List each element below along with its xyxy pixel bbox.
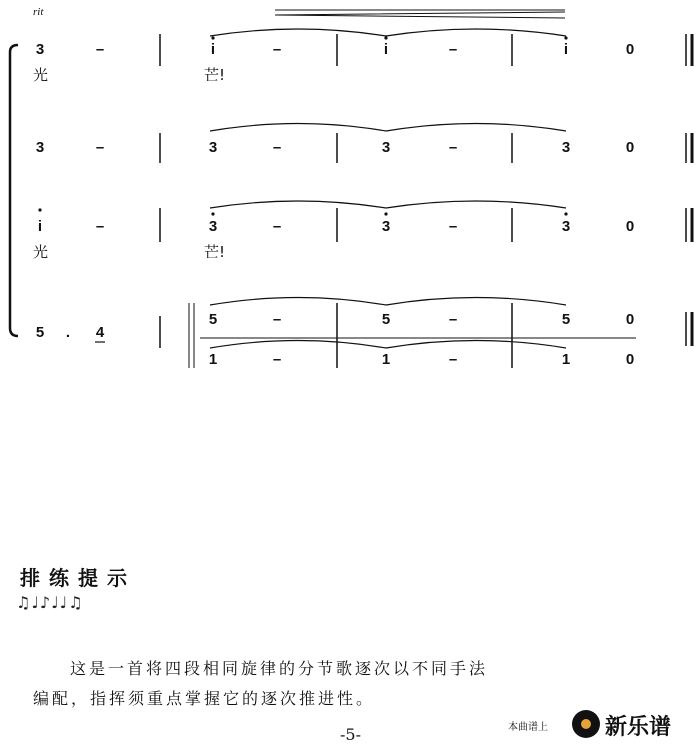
row2-barlines (160, 133, 692, 163)
system-bracket (10, 45, 18, 336)
note: 0 (625, 311, 635, 328)
note: 0 (625, 139, 635, 156)
note: – (272, 139, 282, 156)
tempo-marking: rit (33, 6, 44, 18)
note: i (37, 218, 43, 235)
note: – (272, 218, 282, 235)
note: – (95, 41, 105, 58)
note: 5 (381, 311, 391, 328)
note: – (272, 311, 282, 328)
rehearsal-text-line-1: 这是一首将四段相同旋律的分节歌逐次以不同手法 (70, 659, 489, 678)
source-label: 本曲谱上 (508, 722, 548, 733)
note: – (272, 351, 282, 368)
note: – (448, 139, 458, 156)
logo-text: 新乐谱 (605, 715, 672, 740)
note: 1 (561, 351, 571, 368)
rehearsal-text-line-2: 编配，指挥须重点掌握它的逐次推进性。 (33, 689, 376, 708)
row1-barlines (160, 34, 692, 66)
note: i (210, 41, 216, 58)
note: 3 (208, 139, 218, 156)
note: 0 (625, 351, 635, 368)
logo-icon (572, 710, 600, 738)
note: i (563, 41, 569, 58)
lyric: 芒! (204, 66, 226, 84)
note: – (448, 351, 458, 368)
note: 4 (95, 324, 105, 341)
note: 1 (381, 351, 391, 368)
note: 3 (381, 218, 391, 235)
lyric: 芒! (204, 243, 226, 261)
note: . (65, 324, 71, 341)
note: 3 (35, 41, 45, 58)
note: 3 (561, 218, 571, 235)
lyric: 光 (33, 243, 49, 261)
note: – (272, 41, 282, 58)
note: – (448, 41, 458, 58)
page-number: -5- (340, 725, 361, 744)
rehearsal-heading: 排练提示 (20, 566, 136, 590)
note: 3 (561, 139, 571, 156)
note: 0 (625, 41, 635, 58)
crescendo-hairpin (275, 12, 565, 18)
note: – (95, 218, 105, 235)
note: i (383, 41, 389, 58)
note: 1 (208, 351, 218, 368)
music-notes-decoration: ♫♩♪♩♩♫ (16, 593, 84, 612)
row3-barlines (160, 208, 692, 242)
row4-barlines (160, 303, 692, 368)
note: 3 (381, 139, 391, 156)
note: 3 (208, 218, 218, 235)
note: 5 (35, 324, 45, 341)
note: – (448, 218, 458, 235)
note: 0 (625, 218, 635, 235)
note: – (448, 311, 458, 328)
note: 3 (35, 139, 45, 156)
note: 5 (208, 311, 218, 328)
note: 5 (561, 311, 571, 328)
note: – (95, 139, 105, 156)
lyric: 光 (33, 66, 49, 84)
